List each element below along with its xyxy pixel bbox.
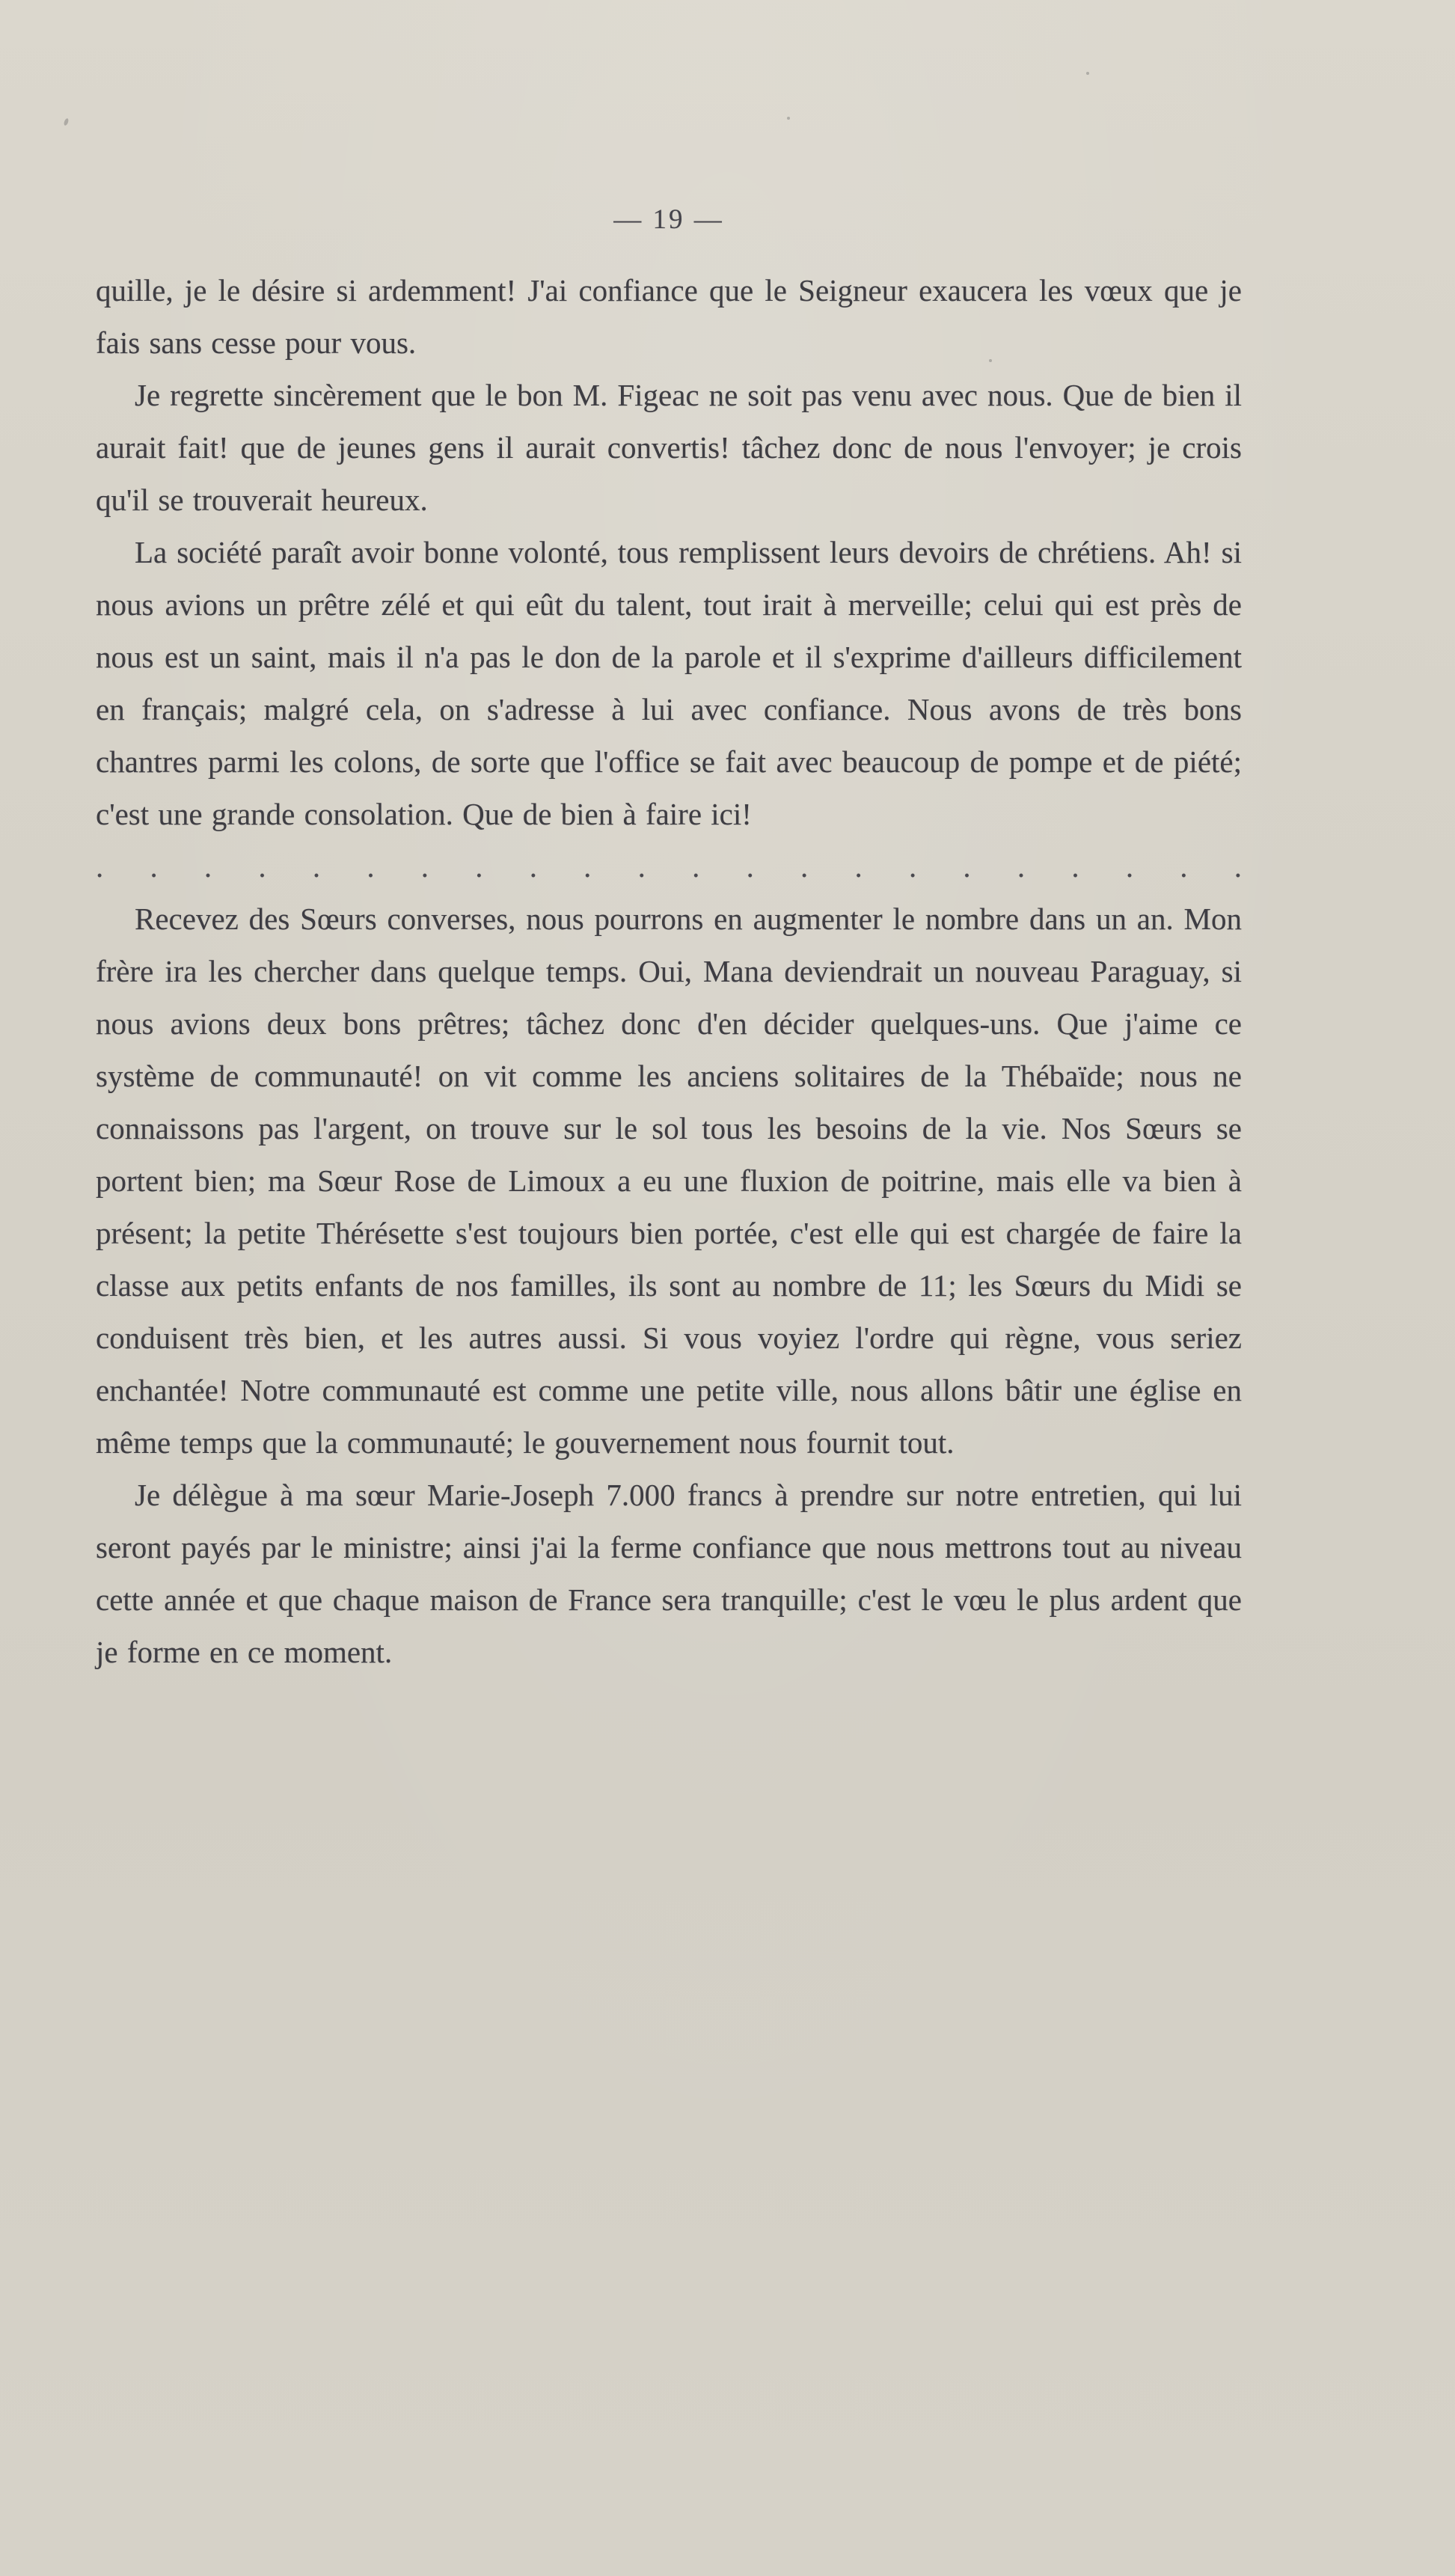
paragraph-soeurs: Recevez des Sœurs converses, nous pourrons en augmenter le nombre dans un an. Mon frère ira les chercher dans quelque temps. Oui, Mana deviendrait un nouveau Paraguay, si nous avions deux bons prêtres; tâchez donc d'en décider quelques-uns. Que j'aime ce système de communauté! on vit comme les anciens solitaires de la Thébaïde; nous ne connaissons pas l'argent, on trouve sur le sol tous les besoins de la vie. Nos Sœurs se portent bien; ma Sœur Rose de Limoux a eu une fluxion de poitrine, mais elle va bien à présent; la petite Thérésette s'est toujours bien portée, c'est elle qui est chargée de faire la classe aux petits enfants de nos familles, ils sont au nombre de 11; les Sœurs du Midi se conduisent très bien, et les autres aussi. Si vous voyiez l'ordre qui règne, vous seriez enchantée! Notre communauté est comme une petite ville, nous allons bâtir une église en même temps que la communauté; le gouvernement nous fournit tout. (96, 902, 1242, 1460)
paragraph-continuation: quille, je le désire si ardemment! J'ai confiance que le Seigneur exaucera les vœux que je fais sans cesse pour vous. (96, 273, 1242, 360)
scan-speck (63, 117, 69, 126)
paragraph-societe: La société paraît avoir bonne volonté, tous remplissent leurs devoirs de chrétiens. Ah! si nous avions un prêtre zélé et qui eût du talent, tout irait à merveille; celui qui est près de nous est un saint, mais il n'a pas le don de la parole et il s'exprime d'ailleurs difficilement en français; malgré cela, on s'adresse à lui avec confiance. Nous avons de très bons chantres parmi les colons, de sorte que l'office se fait avec beaucoup de pompe et de piété; c'est une grande consolation. Que de bien à faire ici! (96, 535, 1242, 831)
letter-text (96, 264, 1242, 1678)
ellipsis-separator: . . . . . . . . . . . . . . . . . . . . . . (96, 849, 1242, 884)
paragraph-figeac: Je regrette sincèrement que le bon M. Figeac ne soit pas venu avec nous. Que de bien il aurait fait! que de jeunes gens il aurait convertis! tâchez donc de nous l'envoyer; je crois qu'il se trouverait heureux. (96, 378, 1242, 517)
scanned-page (96, 0, 1242, 1678)
page-number: — 19 — (613, 204, 724, 235)
paragraph-delegue: Je délègue à ma sœur Marie-Joseph 7.000 francs à prendre sur notre entretien, qui lui seront payés par le ministre; ainsi j'ai la ferme confiance que nous mettrons tout au niveau cette année et que chaque maison de France sera tranquille; c'est le vœu le plus ardent que je forme en ce moment. (96, 1478, 1242, 1669)
